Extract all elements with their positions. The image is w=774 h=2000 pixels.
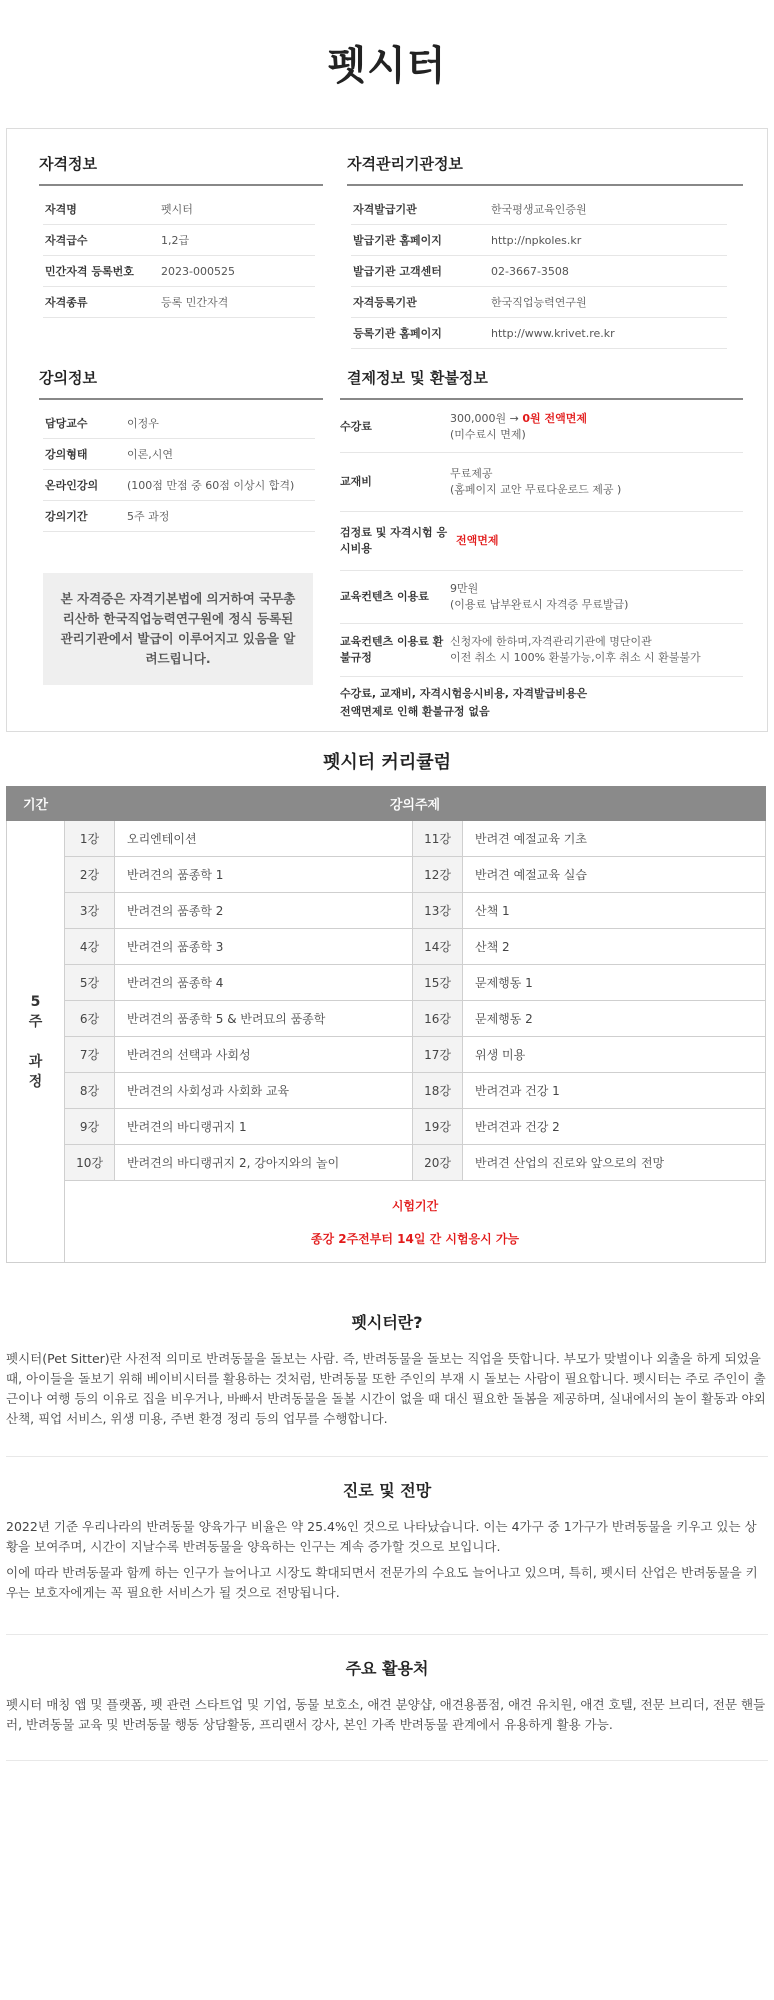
agency-row	[351, 287, 727, 318]
row-label: 검정료 및 자격시험 응시비용	[340, 526, 448, 555]
qualification-row	[43, 194, 315, 225]
about-title: 펫시터란?	[351, 1313, 423, 1332]
row-value: 1,2급	[161, 234, 190, 247]
row-value: 펫시터	[161, 203, 193, 216]
content-fee-note: (이용료 납부완료시 자격증 무료발급)	[450, 598, 629, 611]
lesson-topic: 문제행동 2	[463, 1001, 766, 1037]
row-label: 교육컨텐츠 이용료 환불규정	[340, 635, 444, 664]
row-value: 02-3667-3508	[491, 264, 569, 278]
lesson-number: 6강	[65, 1001, 115, 1037]
row-value	[450, 581, 743, 613]
period-char: 정	[28, 1073, 43, 1090]
qualification-row	[43, 287, 315, 318]
lesson-topic: 반려견의 선택과 사회성	[115, 1037, 413, 1073]
refund-note-line: 수강료, 교재비, 자격시험응시비용, 자격발급비용은	[340, 687, 588, 700]
row-label: 강의형태	[45, 448, 88, 461]
exam-period-cell	[65, 1181, 766, 1263]
qualification-row	[43, 225, 315, 256]
lesson-topic: 반려견의 품종학 3	[115, 929, 413, 965]
lecture-row	[43, 501, 315, 532]
registry-homepage-link[interactable]: http://www.krivet.re.kr	[491, 326, 615, 340]
tuition-row	[340, 402, 743, 453]
row-label: 자격급수	[45, 234, 88, 247]
lesson-number: 15강	[413, 965, 463, 1001]
payment-section	[340, 367, 743, 721]
refund-row	[340, 624, 743, 677]
lesson-topic: 오리엔테이션	[115, 821, 413, 857]
lesson-topic: 반려견의 품종학 1	[115, 857, 413, 893]
refund-note-line: 전액면제로 인해 환불규정 없음	[340, 705, 490, 718]
lecture-row	[43, 408, 315, 439]
lesson-topic: 반려견과 건강 1	[463, 1073, 766, 1109]
qualification-section	[39, 153, 323, 318]
row-value: 등록 민간자격	[161, 296, 229, 309]
exam-period-desc: 종강 2주전부터 14일 간 시험응시 가능	[310, 1231, 520, 1246]
row-value: 이론,시연	[127, 448, 174, 461]
refund-line: 이전 취소 시 100% 환불가능,이후 취소 시 환불불가	[450, 651, 701, 664]
lesson-topic: 반려견 산업의 진로와 앞으로의 전망	[463, 1145, 766, 1181]
lesson-number: 19강	[413, 1109, 463, 1145]
table-row	[7, 965, 766, 1001]
row-label: 자격종류	[45, 296, 88, 309]
tuition-free: 0원 전액면제	[522, 412, 587, 425]
row-value: 2023-000525	[161, 264, 235, 278]
row-label: 강의기간	[45, 510, 88, 523]
lesson-topic: 산책 1	[463, 893, 766, 929]
content-fee-row	[340, 571, 743, 624]
lesson-number: 10강	[65, 1145, 115, 1181]
section-divider	[6, 1634, 768, 1635]
lesson-number: 2강	[65, 857, 115, 893]
row-label: 발급기관 홈페이지	[353, 234, 442, 247]
agency-heading: 자격관리기관정보	[347, 153, 743, 186]
lecture-heading: 강의정보	[39, 367, 323, 400]
agency-row	[351, 256, 727, 287]
agency-homepage-link[interactable]: http://npkoles.kr	[491, 233, 582, 247]
content-fee-value: 9만원	[450, 582, 479, 595]
table-row	[7, 1001, 766, 1037]
period-char: 주	[28, 1013, 43, 1030]
exam-period-title: 시험기간	[391, 1198, 439, 1213]
material-value: 무료제공	[450, 467, 493, 480]
agency-section	[347, 153, 743, 349]
lecture-section	[39, 367, 323, 532]
row-value: 한국평생교육인증원	[491, 203, 587, 216]
col-period-header: 기간	[7, 787, 65, 821]
lesson-topic: 반려견과 건강 2	[463, 1109, 766, 1145]
lesson-number: 12강	[413, 857, 463, 893]
lesson-topic: 반려견의 사회성과 사회화 교육	[115, 1073, 413, 1109]
lesson-number: 13강	[413, 893, 463, 929]
row-label: 발급기관 고객센터	[353, 265, 442, 278]
row-label: 민간자격 등록번호	[45, 265, 134, 278]
curriculum-table	[6, 786, 766, 1263]
row-value	[450, 634, 743, 666]
lesson-number: 14강	[413, 929, 463, 965]
lesson-topic: 반려견의 품종학 2	[115, 893, 413, 929]
info-box	[6, 128, 768, 732]
table-row	[7, 821, 766, 857]
table-row	[7, 893, 766, 929]
row-value: 이정우	[127, 417, 159, 430]
lesson-number: 3강	[65, 893, 115, 929]
lesson-number: 4강	[65, 929, 115, 965]
row-value	[450, 411, 743, 443]
lesson-topic: 반려견의 바디랭귀지 2, 강아지와의 놀이	[115, 1145, 413, 1181]
row-value: 한국직업능력연구원	[491, 296, 587, 309]
lesson-number: 18강	[413, 1073, 463, 1109]
lesson-topic: 반려견 예절교육 기초	[463, 821, 766, 857]
about-paragraph: 펫시터(Pet Sitter)란 사전적 의미로 반려동물을 돌보는 사람. 즉, 반려동물을 돌보는 직업을 뜻합니다. 부모가 맞벌이나 외출을 하게 되었을 때, 아이들을 돌보기 위해 베이비시터를 활용하는 것처럼, 반려동물 또한 주인의 부재 시 돌보는 사람이 필요합니다. 펫시터는 주로 주인이 출근이나 여행 등의 이유로 집을 비우거나, 바빠서 반려동물을 돌볼 시간이 없을 때 대신 필요한 돌봄을 제공하며, 실내에서의 놀이 활동과 야외 산책, 픽업 서비스, 위생 미용, 주변 환경 정리 등의 업무를 수행합니다.	[6, 1351, 766, 1426]
row-label: 담당교수	[45, 417, 88, 430]
tuition-price: 300,000원	[450, 412, 507, 425]
usage-paragraph: 펫시터 매칭 앱 및 플랫폼, 펫 관련 스타트업 및 기업, 동물 보호소, 애견 분양샵, 애견용품점, 애견 유치원, 애견 호텔, 전문 브리더, 전문 핸들러, 반려동물 교육 및 반려동물 행동 상담활동, 프리랜서 강사, 본인 가족 반려동물 관계에서 유용하게 활용 가능.	[6, 1697, 766, 1732]
arrow-icon: →	[509, 412, 519, 425]
lecture-row	[43, 470, 315, 501]
row-label: 교재비	[340, 475, 372, 488]
lecture-row	[43, 439, 315, 470]
row-value: 5주 과정	[127, 510, 170, 523]
material-row	[340, 453, 743, 512]
refund-note	[340, 677, 743, 721]
outlook-section	[6, 1478, 768, 1603]
qualification-row	[43, 256, 315, 287]
row-label: 교육컨텐츠 이용료	[340, 590, 429, 603]
usage-section	[6, 1656, 768, 1735]
period-char: 5	[30, 993, 41, 1010]
lesson-number: 8강	[65, 1073, 115, 1109]
curriculum-header-row	[7, 787, 766, 821]
lesson-number: 11강	[413, 821, 463, 857]
lesson-topic: 산책 2	[463, 929, 766, 965]
row-value	[450, 533, 743, 549]
payment-heading: 결제정보 및 환불정보	[340, 367, 743, 400]
lesson-number: 9강	[65, 1109, 115, 1145]
lesson-number: 1강	[65, 821, 115, 857]
row-label: 등록기관 홈페이지	[353, 327, 442, 340]
lesson-topic: 반려견의 품종학 4	[115, 965, 413, 1001]
agency-row	[351, 225, 727, 256]
table-row	[7, 857, 766, 893]
row-label: 자격등록기관	[353, 296, 417, 309]
outlook-title: 진로 및 전망	[342, 1481, 432, 1500]
lesson-topic: 반려견의 바디랭귀지 1	[115, 1109, 413, 1145]
row-label: 온라인강의	[45, 479, 99, 492]
lesson-number: 20강	[413, 1145, 463, 1181]
row-label: 수강료	[340, 420, 372, 433]
lesson-topic: 반려견의 품종학 5 & 반려묘의 품종학	[115, 1001, 413, 1037]
lesson-topic: 위생 미용	[463, 1037, 766, 1073]
refund-line: 신청자에 한하며,자격관리기관에 명단이관	[450, 635, 652, 648]
table-row	[7, 1109, 766, 1145]
row-label: 자격명	[45, 203, 77, 216]
exam-row	[7, 1181, 766, 1263]
lesson-number: 17강	[413, 1037, 463, 1073]
table-row	[7, 1145, 766, 1181]
notice-box: 본 자격증은 자격기본법에 의거하여 국무총리산하 한국직업능력연구원에 정식 등록된 관리기관에서 발급이 이루어지고 있음을 알려드립니다.	[43, 573, 313, 685]
period-char: 과	[28, 1053, 43, 1070]
lesson-topic: 반려견 예절교육 실습	[463, 857, 766, 893]
lesson-number: 7강	[65, 1037, 115, 1073]
lesson-number: 5강	[65, 965, 115, 1001]
row-value	[450, 466, 743, 498]
tuition-note: (미수료시 면제)	[450, 428, 526, 441]
usage-title: 주요 활용처	[345, 1659, 429, 1678]
about-section	[6, 1310, 768, 1429]
qualification-heading: 자격정보	[39, 153, 323, 186]
lesson-number: 16강	[413, 1001, 463, 1037]
agency-row	[351, 194, 727, 225]
section-divider	[6, 1456, 768, 1457]
outlook-paragraph: 2022년 기준 우리나라의 반려동물 양육가구 비율은 약 25.4%인 것으로 나타났습니다. 이는 4가구 중 1가구가 반려동물을 키우고 있는 상황을 보여주며, 시간이 지날수록 반려동물을 양육하는 인구는 계속 증가할 것으로 보입니다.	[6, 1519, 757, 1554]
page-title: 펫시터	[327, 43, 447, 89]
lesson-topic: 문제행동 1	[463, 965, 766, 1001]
period-cell	[7, 821, 65, 1263]
exam-fee-row	[340, 512, 743, 571]
table-row	[7, 1073, 766, 1109]
agency-row	[351, 318, 727, 349]
row-value: (100점 만점 중 60점 이상시 합격)	[127, 479, 295, 492]
outlook-paragraph: 이에 따라 반려동물과 함께 하는 인구가 늘어나고 시장도 확대되면서 전문가의 수요도 늘어나고 있으며, 특히, 펫시터 산업은 반려동물을 키우는 보호자에게는 꼭 필요한 서비스가 될 것으로 전망됩니다.	[6, 1565, 758, 1600]
section-divider	[6, 1760, 768, 1761]
curriculum-title: 펫시터 커리큘럼	[323, 752, 451, 773]
material-note: (홈페이지 교안 무료다운로드 제공 )	[450, 483, 622, 496]
col-topic-header: 강의주제	[65, 787, 766, 821]
exam-fee-value: 전액면제	[456, 534, 499, 547]
table-row	[7, 929, 766, 965]
table-row	[7, 1037, 766, 1073]
row-label: 자격발급기관	[353, 203, 417, 216]
